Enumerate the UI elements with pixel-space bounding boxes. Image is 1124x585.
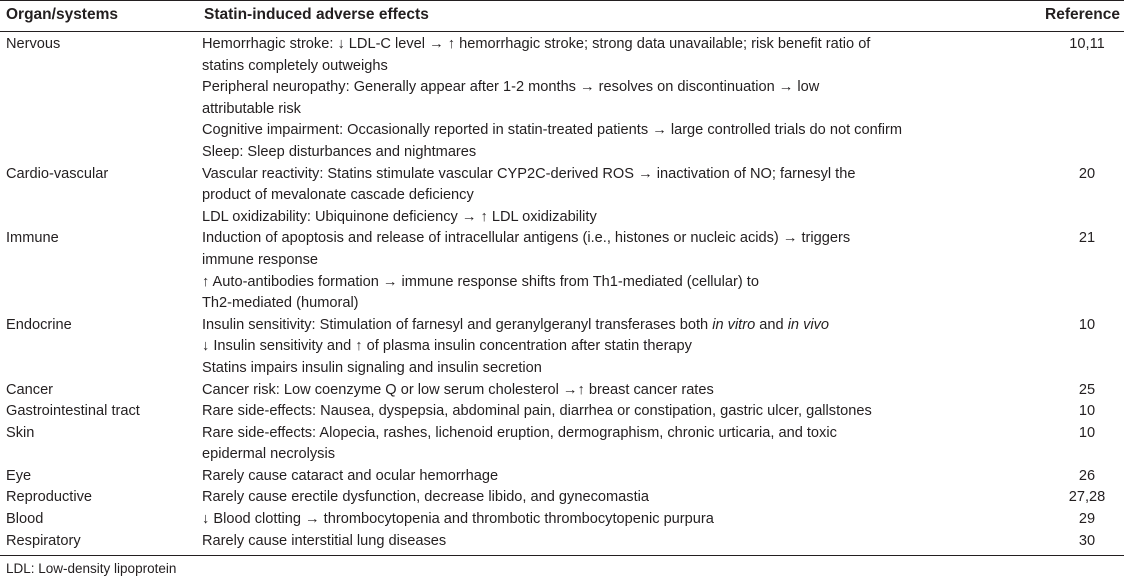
- effect-line: Rare side-effects: Alopecia, rashes, lichenoid eruption, dermographism, chronic urticaria, and toxic: [202, 424, 837, 441]
- effect-line: Peripheral neuropathy: Generally appear after 1-2 months → resolves on discontinuation → low: [202, 79, 820, 96]
- table-row: [0, 487, 1124, 509]
- effect-line: Induction of apoptosis and release of intracellular antigens (i.e., histones or nucleic acids) → triggers: [202, 230, 851, 247]
- effect-line: attributable risk: [202, 100, 301, 117]
- effects-cell: [198, 315, 1024, 380]
- effects-cell: [198, 228, 1024, 314]
- reference-cell: 29: [1078, 511, 1096, 528]
- effect-line: Rarely cause erectile dysfunction, decrease libido, and gynecomastia: [202, 489, 649, 506]
- organ-cell: Cardio-vascular: [6, 165, 109, 182]
- table-row: [0, 164, 1124, 229]
- header-reference: Reference: [1024, 1, 1124, 32]
- effect-line: LDL oxidizability: Ubiquinone deficiency → ↑ LDL oxidizability: [202, 208, 597, 225]
- effect-line: Rarely cause cataract and ocular hemorrhage: [202, 467, 499, 484]
- organ-cell: Eye: [6, 467, 32, 484]
- effect-line: ↓ Insulin sensitivity and ↑ of plasma insulin concentration after statin therapy: [202, 338, 692, 355]
- effect-line: statins completely outweighs: [202, 57, 388, 74]
- table-row: [0, 315, 1124, 380]
- header-organ: Organ/systems: [0, 1, 198, 32]
- effects-cell: [198, 509, 1024, 531]
- table-row: [0, 32, 1124, 164]
- effect-line: Insulin sensitivity: Stimulation of farnesyl and geranylgeranyl transferases both in vitro and in vivo: [202, 316, 830, 333]
- organ-cell: Gastrointestinal tract: [6, 403, 140, 420]
- header-row: [0, 1, 1124, 32]
- effect-line: Rarely cause interstitial lung diseases: [202, 532, 447, 549]
- table-row: [0, 531, 1124, 556]
- italic-term: in vitro: [712, 316, 756, 333]
- effect-line: Cognitive impairment: Occasionally reported in statin-treated patients → large controlled trials do not confirm: [202, 122, 903, 139]
- effects-cell: [198, 401, 1024, 423]
- effects-cell: [198, 531, 1024, 556]
- reference-cell: 25: [1078, 381, 1096, 398]
- table-row: [0, 380, 1124, 402]
- reference-cell: 30: [1024, 531, 1124, 556]
- organ-cell: Reproductive: [6, 489, 92, 506]
- effect-line: Statins impairs insulin signaling and insulin secretion: [202, 359, 542, 376]
- effect-line: Vascular reactivity: Statins stimulate vascular CYP2C-derived ROS → inactivation of NO; farnesyl the: [202, 165, 856, 182]
- effect-line: Hemorrhagic stroke: ↓ LDL-C level → ↑ hemorrhagic stroke; strong data unavailable; risk benefit ratio of: [202, 36, 871, 52]
- table-row: [0, 466, 1124, 488]
- effects-cell: [198, 380, 1024, 402]
- organ-cell: Skin: [6, 424, 35, 441]
- effect-line: immune response: [202, 251, 318, 268]
- organ-cell: Blood: [6, 511, 44, 528]
- reference-cell: 10,11: [1069, 36, 1105, 52]
- table-row: [0, 509, 1124, 531]
- effect-line: Cancer risk: Low coenzyme Q or low serum cholesterol →↑ breast cancer rates: [202, 381, 714, 398]
- effects-cell: [198, 164, 1024, 229]
- organ-cell: Respiratory: [0, 531, 198, 556]
- effect-line: Th2-mediated (humoral): [202, 295, 359, 312]
- table-body: [0, 32, 1124, 556]
- header-effects: Statin-induced adverse effects: [198, 1, 1024, 32]
- table-row: [0, 228, 1124, 314]
- effects-cell: [198, 466, 1024, 488]
- reference-cell: 26: [1078, 467, 1096, 484]
- reference-cell: 10: [1078, 403, 1096, 420]
- organ-cell: Immune: [6, 230, 59, 247]
- table-row: [0, 401, 1124, 423]
- effect-line: ↑ Auto-antibodies formation → immune response shifts from Th1-mediated (cellular) to: [202, 273, 759, 290]
- table-header: [0, 1, 1124, 32]
- effects-cell: [198, 423, 1024, 466]
- effect-line: ↓ Blood clotting → thrombocytopenia and thrombotic thrombocytopenic purpura: [202, 511, 714, 528]
- organ-cell: Endocrine: [6, 316, 72, 333]
- effect-line: Rare side-effects: Nausea, dyspepsia, abdominal pain, diarrhea or constipation, gastric ulcer, gallstones: [202, 403, 872, 420]
- effect-line: product of mevalonate cascade deficiency: [202, 187, 474, 204]
- reference-cell: 21: [1078, 230, 1096, 247]
- effect-line: epidermal necrolysis: [202, 446, 336, 463]
- table-footnote: LDL: Low-density lipoprotein: [6, 561, 177, 576]
- organ-cell: Nervous: [6, 36, 61, 52]
- italic-term: in vivo: [787, 316, 830, 333]
- organ-cell: Cancer: [6, 381, 54, 398]
- effects-cell: [198, 32, 1024, 164]
- reference-cell: 27,28: [1068, 489, 1106, 506]
- reference-cell: 10: [1078, 424, 1096, 441]
- effects-cell: [198, 487, 1024, 509]
- table-row: [0, 423, 1124, 466]
- effect-line: Sleep: Sleep disturbances and nightmares: [202, 143, 477, 160]
- reference-cell: 20: [1078, 165, 1096, 182]
- reference-cell: 10: [1078, 316, 1096, 333]
